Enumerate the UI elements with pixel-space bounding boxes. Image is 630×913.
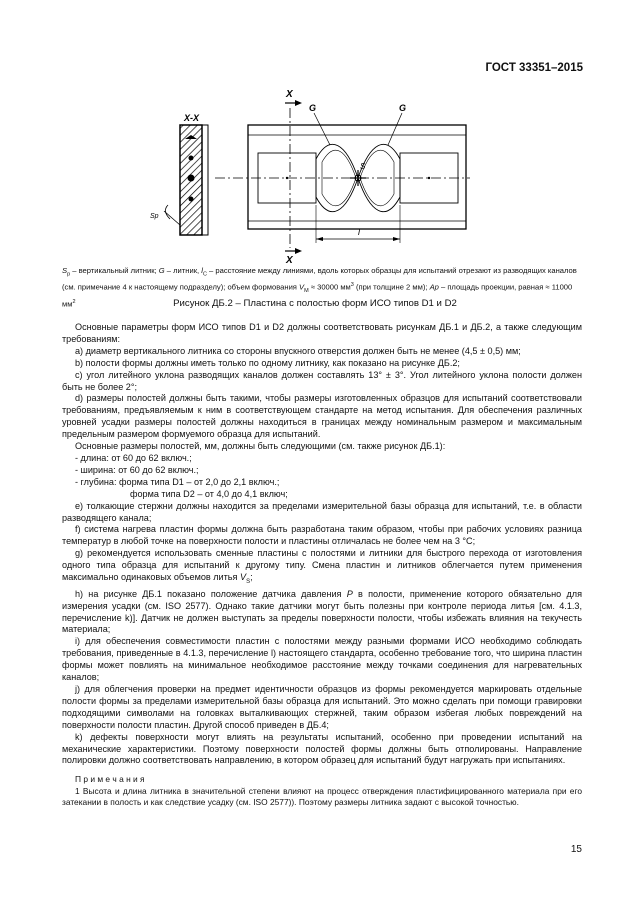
mold-plate <box>248 125 466 229</box>
item-g: g) рекомендуется использовать сменные пластины с полостями и литники для быстрого перехода от изготовления одного типа образца для испытаний к другому типу. Смена пластин и литников облегчается путем применения максимально одинаковых объемов литья $V_S$; <box>62 548 582 585</box>
dimension-length: - длина: от 60 до 62 включ.; <box>75 452 192 463</box>
figure-title: Рисунок ДБ.2 – Пластина с полостью форм ИСО типов D1 и D2 <box>173 298 457 309</box>
item-b: b) полости формы должны иметь только по одному литнику, как показано на рисунке ДБ.2; <box>75 357 460 368</box>
item-f: f) система нагрева пластин формы должна быть разработана таким образом, чтобы при рабочих условиях разница температур в любой точке на поверхности полости и пластины отличалась не более чем на 3 °С; <box>62 524 582 547</box>
item-k: k) дефекты поверхности могут влиять на результаты испытаний, особенно при проведении испытаний на механические характеристики. Поэтому поверхности полостей формы должны быть отполированы. Направление полировки должно соответствовать направлению, в котором образец для испытаний будут нагружать при испытаниях. <box>62 731 582 766</box>
notes-title: П р и м е ч а н и я <box>75 774 145 785</box>
body-text <box>62 322 582 808</box>
gate-label-right: G <box>399 103 407 113</box>
dimensions-intro: Основные размеры полостей, мм, должны быть следующими (см. также рисунок ДБ.1): <box>75 441 446 452</box>
dimension-depth-d1: - глубина: форма типа D1 – от 2,0 до 2,1 включ.; <box>75 476 280 487</box>
mold-plate-figure <box>140 83 480 263</box>
sprue-label: S <box>360 162 366 171</box>
section-mark-bottom: X <box>286 255 293 263</box>
note-1: 1 Высота и длина литника в значительной степени влияют на процесс отверждения пластифицированного материала при его затекании в полость и как следствие усадку (см. ISO 2577)). Поэтому размеры литника задают с высокой точностью. <box>62 786 582 808</box>
dimension-width: - ширина: от 60 до 62 включ.; <box>75 464 199 475</box>
item-a: a) диаметр вертикального литника со стороны впускного отверстия должен быть не менее (4,5 ± 0,5) мм; <box>75 345 521 356</box>
sprue-angle-label: Sp <box>150 213 159 220</box>
figure-legend: $S_p$ – вертикальный литник; G – литник, $l_C$ – расстояние между линиями, вдоль которых образцы для испытаний отрезают из разводящих каналов (см. примечание 4 к настоящему подразделу); объем формования $V_M \approx 30000$ $мм^3$ (при толщине 2 мм); Ap – площадь проекции, равная ≈ 11000 $мм^2$ <box>62 266 577 309</box>
dimension-depth-d2: форма типа D2 – от 4,0 до 4,1 включ; <box>130 488 288 499</box>
item-i: i) для обеспечения совместимости пластин с полостями между разными формами ИСО необходимо соблюдать требования, приведенные в 4.1.3, перечисление l) настоящего стандарта, особенно требование того, что ширина пластин формы может повлиять на минимальное необходимое расстояние между точками соединения для нагревательных каналов; <box>62 636 582 683</box>
distance-label: l <box>358 227 360 237</box>
page-number: 15 <box>570 844 582 855</box>
section-view <box>164 125 208 235</box>
item-c: c) угол литейного уклона разводящих каналов должен составлять 13° ± 3°. Угол литейного уклона полости должен быть не более 2°; <box>62 369 582 392</box>
item-d: d) размеры полостей должны быть такими, чтобы размеры изготовленных образцов для испытаний соответствовали требованиям, предъявляемым к ним в соответствующем стандарте на метод испытания. Для обеспечения различных уровней усадки размеры полостей должны находиться в границах между номинальным размером и максимальным предельным размером формуемого образца для испытаний. <box>62 393 582 440</box>
item-j: j) для облегчения проверки на предмет идентичности образцов из формы рекомендуется маркировать отдельные полости формы за пределами измерительной базы образца для испытаний. Это можно сделать при помощи гравировки подходящими символами на головках выталкивающих стержней, таким образом избегая любых повреждений на поверхности полости пластин. Другой способ приведен в ДБ.4; <box>62 684 582 730</box>
section-label: X-X <box>184 113 200 123</box>
section-mark-top: X <box>286 89 293 100</box>
item-e: e) толкающие стержни должны находится за пределами измерительной базы образца для испытаний, т.е. в области разводящего канала; <box>62 500 582 523</box>
gate-label-left: G <box>309 103 317 113</box>
document-header: ГОСТ 33351–2015 <box>485 62 583 74</box>
item-h: h) на рисунке ДБ.1 показано положение датчика давления P в полости, применение которого обязательно для измерения усадки (см. ISO 2577). Однако такие датчики могут быть полезны при контроле периода литья [см. 4.1.3, перечисление k)]. Датчик не должен выступать за пределы поверхности полости, чтобы избежать влияния на текучесть материала; <box>62 588 582 635</box>
intro-paragraph: Основные параметры форм ИСО типов D1 и D2 должны соответствовать рисункам ДБ.1 и ДБ.2, а также следующим требованиям: <box>62 322 582 344</box>
